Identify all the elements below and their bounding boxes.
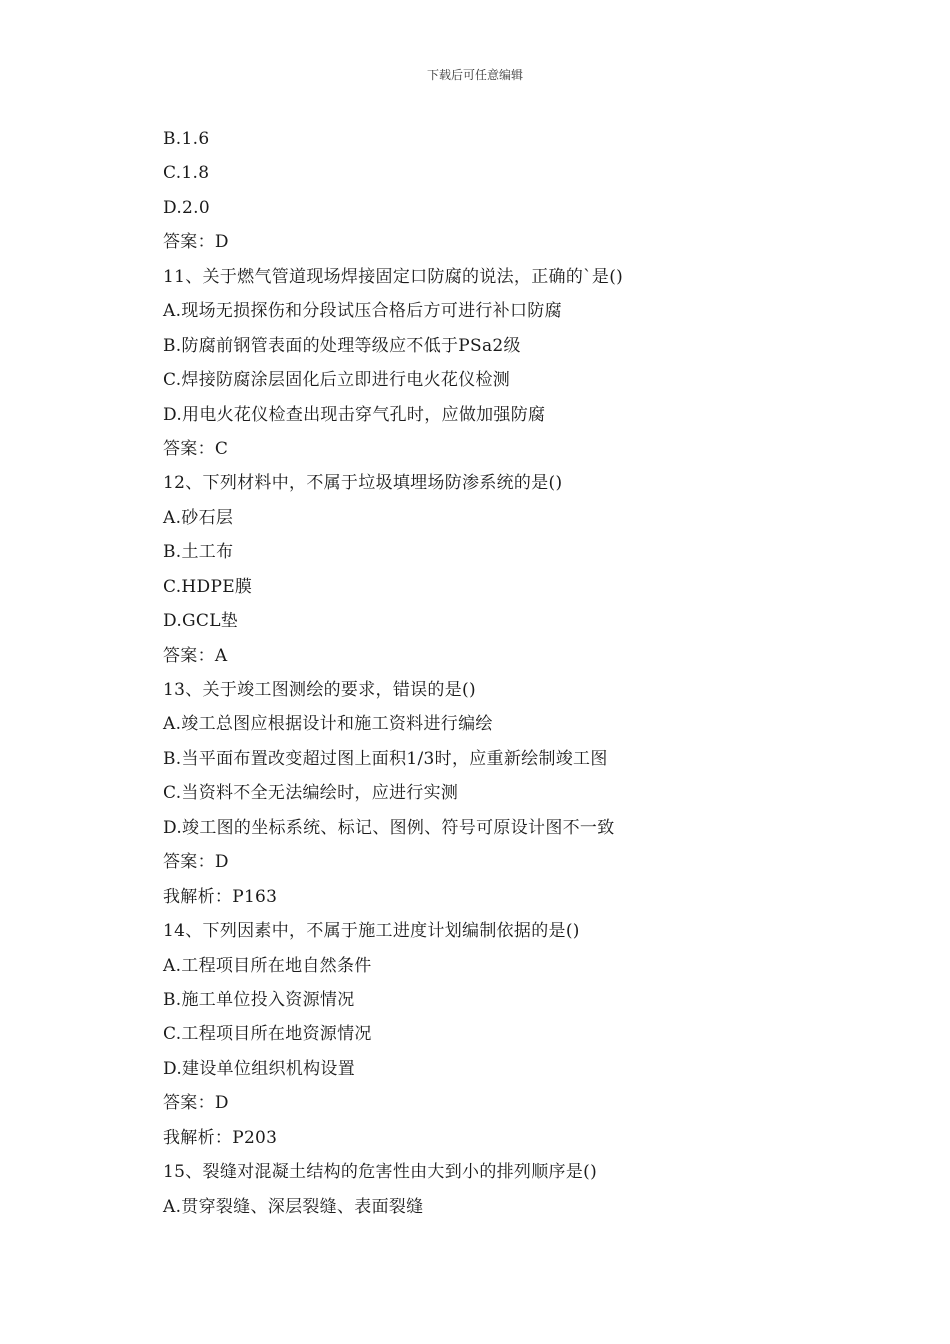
option-line: B.土工布 bbox=[163, 542, 234, 563]
option-line: C.工程项目所在地资源情况 bbox=[163, 1024, 372, 1045]
analysis-line: 我解析：P203 bbox=[163, 1127, 278, 1148]
question-line: 12、下列材料中，不属于垃圾填埋场防渗系统的是() bbox=[163, 473, 563, 494]
option-line: D.GCL垫 bbox=[163, 611, 239, 632]
option-line: C.当资料不全无法编绘时，应进行实测 bbox=[163, 783, 459, 804]
question-line: 11、关于燃气管道现场焊接固定口防腐的说法，正确的`是() bbox=[163, 266, 624, 287]
option-line: D.2.0 bbox=[163, 197, 210, 218]
document-body bbox=[163, 122, 883, 1224]
option-line: D.建设单位组织机构设置 bbox=[163, 1058, 356, 1079]
option-line: C.焊接防腐涂层固化后立即进行电火花仪检测 bbox=[163, 370, 511, 391]
option-line: D.用电火花仪检查出现击穿气孔时，应做加强防腐 bbox=[163, 404, 546, 425]
answer-line: 答案：C bbox=[163, 438, 229, 459]
option-line: D.竣工图的坐标系统、标记、图例、符号可原设计图不一致 bbox=[163, 817, 615, 838]
option-line: A.砂石层 bbox=[163, 507, 234, 528]
option-line: B.当平面布置改变超过图上面积1/3时，应重新绘制竣工图 bbox=[163, 748, 608, 769]
page-header: 下载后可任意编辑 bbox=[426, 68, 523, 82]
answer-line: 答案：D bbox=[163, 852, 229, 873]
question-line: 14、下列因素中，不属于施工进度计划编制依据的是() bbox=[163, 921, 580, 942]
option-line: C.HDPE膜 bbox=[163, 576, 253, 597]
option-line: A.贯穿裂缝、深层裂缝、表面裂缝 bbox=[163, 1196, 424, 1217]
option-line: B.防腐前钢管表面的处理等级应不低于PSa2级 bbox=[163, 335, 521, 356]
option-line: B.1.6 bbox=[163, 129, 210, 149]
option-line: A.现场无损探伤和分段试压合格后方可进行补口防腐 bbox=[163, 301, 562, 322]
question-line: 15、裂缝对混凝土结构的危害性由大到小的排列顺序是() bbox=[163, 1162, 597, 1183]
option-line: C.1.8 bbox=[163, 163, 210, 184]
question-line: 13、关于竣工图测绘的要求，错误的是() bbox=[163, 680, 476, 700]
option-line: A.竣工总图应根据设计和施工资料进行编绘 bbox=[163, 714, 493, 735]
answer-line: 答案：A bbox=[163, 645, 228, 666]
analysis-line: 我解析：P163 bbox=[163, 886, 278, 907]
answer-line: 答案：D bbox=[163, 232, 229, 253]
answer-line: 答案：D bbox=[163, 1093, 229, 1114]
option-line: B.施工单位投入资源情况 bbox=[163, 989, 355, 1010]
option-line: A.工程项目所在地自然条件 bbox=[163, 955, 372, 976]
